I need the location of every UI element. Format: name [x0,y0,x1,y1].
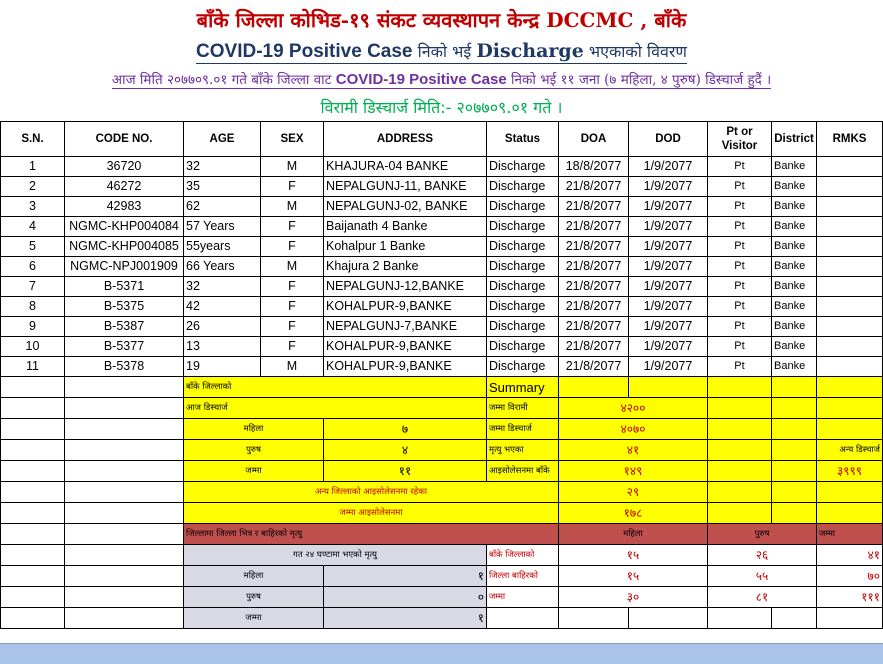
cell-rmks [817,357,883,377]
cell-pt: Pt [708,157,772,177]
column-header: DOD [629,122,708,157]
cell-status: Discharge [487,197,559,217]
cell-dod: 1/9/2077 [629,157,708,177]
cell-sn: 6 [1,257,65,277]
total-patients-label: जम्मा विरामी [487,398,559,419]
cell-pt: Pt [708,277,772,297]
cell-age: 13 [184,337,261,357]
deaths-outside-total: ७० [817,566,883,587]
deaths-male-label: पुरुष [184,587,324,608]
cell-sn: 7 [1,277,65,297]
other-value: ३९९९ [817,461,883,482]
cell-district: Banke [772,177,817,197]
table-row [1,157,883,177]
cell-pt: Pt [708,217,772,237]
report-summary-line [0,68,883,92]
deaths-total-value: १ [324,608,487,629]
empty-cell [65,545,184,566]
other-district-iso-label: अन्य जिल्लाको आइसोलेसनमा रहेका [184,482,559,503]
empty-cell [817,503,883,524]
table-row [1,197,883,217]
cell-address: NEPALGUNJ-12,BANKE [324,277,487,297]
cell-district: Banke [772,337,817,357]
cell-pt: Pt [708,297,772,317]
cell-sex: M [261,357,324,377]
column-header: Status [487,122,559,157]
total-label: जम्मा [184,461,324,482]
cell-address: Khajura 2 Banke [324,257,487,277]
deaths-total-header: जम्मा [817,524,883,545]
cell-address: NEPALGUNJ-7,BANKE [324,317,487,337]
deaths-row [1,545,883,566]
empty-cell [772,482,817,503]
summary-row [1,482,883,503]
cell-code: 36720 [65,157,184,177]
deaths-row [1,608,883,629]
empty-cell [772,398,817,419]
deaths-grand-male: ८१ [708,587,817,608]
summary-row [1,377,883,398]
empty-cell [772,419,817,440]
cell-sex: F [261,317,324,337]
deaths-header-row [1,524,883,545]
cell-address: Baijanath 4 Banke [324,217,487,237]
cell-age: 19 [184,357,261,377]
empty-cell [65,503,184,524]
cell-dod: 1/9/2077 [629,297,708,317]
empty-cell [65,608,184,629]
cell-district: Banke [772,297,817,317]
column-header: DOA [559,122,629,157]
cell-rmks [817,177,883,197]
cell-dod: 1/9/2077 [629,277,708,297]
cell-doa: 21/8/2077 [559,197,629,217]
cell-rmks [817,237,883,257]
empty-cell [487,608,559,629]
cell-doa: 21/8/2077 [559,357,629,377]
deaths-female-value: १ [324,566,487,587]
empty-cell [1,440,65,461]
table-row [1,357,883,377]
cell-district: Banke [772,157,817,177]
cell-doa: 21/8/2077 [559,177,629,197]
cell-doa: 21/8/2077 [559,337,629,357]
empty-cell [817,608,883,629]
cell-address: KHAJURA-04 BANKE [324,157,487,177]
female-value: ७ [324,419,487,440]
table-row [1,337,883,357]
total-value: ११ [324,461,487,482]
female-label: महिला [184,419,324,440]
discharge-date-line: विरामी डिस्चार्ज मिति:- २०७७०९.०१ गते । [320,98,563,117]
empty-cell [65,482,184,503]
column-header: AGE [184,122,261,157]
banke-label: बाँके जिल्लाको [184,377,487,398]
cell-address: KOHALPUR-9,BANKE [324,337,487,357]
deaths-banke-female: १५ [559,545,708,566]
deaths-value: ४१ [559,440,708,461]
cell-district: Banke [772,237,817,257]
cell-dod: 1/9/2077 [629,217,708,237]
empty-cell [708,461,772,482]
sheet-footer-bar [0,643,883,664]
empty-cell [65,566,184,587]
cell-rmks [817,217,883,237]
empty-cell [1,377,65,398]
other-district-iso-value: २९ [559,482,708,503]
cell-status: Discharge [487,177,559,197]
subtitle-part: भएकाको विवरण [583,42,687,61]
cell-status: Discharge [487,317,559,337]
cell-sn: 3 [1,197,65,217]
cell-status: Discharge [487,337,559,357]
summary-row [1,503,883,524]
table-row [1,257,883,277]
cell-status: Discharge [487,277,559,297]
cell-doa: 21/8/2077 [559,297,629,317]
empty-cell [1,587,65,608]
cell-pt: Pt [708,317,772,337]
cell-rmks [817,317,883,337]
deaths-banke-total: ४१ [817,545,883,566]
column-header: SEX [261,122,324,157]
column-header: District [772,122,817,157]
cell-code: NGMC-KHP004085 [65,237,184,257]
male-label: पुरुष [184,440,324,461]
cell-dod: 1/9/2077 [629,357,708,377]
empty-cell [817,482,883,503]
cell-sex: M [261,157,324,177]
empty-cell [708,440,772,461]
table-row [1,277,883,297]
summary-row [1,461,883,482]
deaths-label: मृत्यु भएका [487,440,559,461]
deaths-male-header: पुरुष [708,524,817,545]
empty-cell [65,524,184,545]
cell-district: Banke [772,317,817,337]
empty-cell [559,608,629,629]
empty-cell [708,482,772,503]
cell-status: Discharge [487,157,559,177]
cell-age: 26 [184,317,261,337]
deaths-banke-label: बाँके जिल्लाको [487,545,559,566]
cell-district: Banke [772,197,817,217]
cell-pt: Pt [708,357,772,377]
deaths-grand-total: १११ [817,587,883,608]
deaths-outside-label: जिल्ला बाहिरको [487,566,559,587]
cell-sn: 9 [1,317,65,337]
subtitle-part: निको भई [412,42,477,61]
empty-cell [65,440,184,461]
empty-cell [65,398,184,419]
cell-pt: Pt [708,177,772,197]
deaths-row [1,587,883,608]
empty-cell [772,377,817,398]
total-discharge-label: जम्मा डिस्चार्ज [487,419,559,440]
cell-sex: F [261,277,324,297]
empty-cell [817,398,883,419]
cell-dod: 1/9/2077 [629,197,708,217]
cell-code: B-5378 [65,357,184,377]
empty-cell [1,524,65,545]
deaths-grand-label: जम्मा [487,587,559,608]
empty-cell [708,608,772,629]
cell-code: 42983 [65,197,184,217]
deaths-header-label: जिल्लामा जिल्ला भित्र र बाहिरको मृत्यु [184,524,559,545]
cell-doa: 21/8/2077 [559,317,629,337]
table-row [1,217,883,237]
cell-district: Banke [772,357,817,377]
cell-address: KOHALPUR-9,BANKE [324,357,487,377]
cell-code: 46272 [65,177,184,197]
empty-cell [708,398,772,419]
cell-district: Banke [772,217,817,237]
table-row [1,177,883,197]
empty-cell [817,377,883,398]
empty-cell [1,503,65,524]
total-iso-value: १७८ [559,503,708,524]
discharge-table [0,121,883,629]
cell-rmks [817,157,883,177]
cell-rmks [817,197,883,217]
empty-cell [708,377,772,398]
cell-pt: Pt [708,257,772,277]
cell-code: NGMC-NPJ001909 [65,257,184,277]
today-discharge-label: आज डिस्चार्ज [184,398,487,419]
total-patients-value: ४२०० [559,398,708,419]
empty-cell [65,419,184,440]
cell-dod: 1/9/2077 [629,237,708,257]
isolation-label: आइसोलेसनमा बाँके [487,461,559,482]
subtitle-part: COVID-19 Positive Case [196,41,413,62]
cell-rmks [817,277,883,297]
cell-age: 62 [184,197,261,217]
empty-cell [772,461,817,482]
deaths-female-label: महिला [184,566,324,587]
empty-cell [708,419,772,440]
column-header: ADDRESS [324,122,487,157]
cell-sn: 8 [1,297,65,317]
cell-sex: F [261,297,324,317]
empty-cell [772,503,817,524]
cell-sn: 10 [1,337,65,357]
total-iso-label: जम्मा आइसोलेसनमा [184,503,559,524]
cell-sn: 1 [1,157,65,177]
cell-sex: F [261,177,324,197]
other-discharge-label: अन्य डिस्चार्ज [817,440,883,461]
cell-status: Discharge [487,217,559,237]
cell-pt: Pt [708,237,772,257]
summary-row [1,398,883,419]
deaths-outside-male: ५५ [708,566,817,587]
empty-cell [1,608,65,629]
summary-text: आज मिति २०७७०९.०१ गते बाँके जिल्ला वाट [111,72,336,88]
empty-cell [772,608,817,629]
cell-dod: 1/9/2077 [629,317,708,337]
cell-code: B-5387 [65,317,184,337]
cell-code: B-5377 [65,337,184,357]
empty-cell [629,377,708,398]
cell-status: Discharge [487,237,559,257]
male-value: ४ [324,440,487,461]
cell-code: B-5371 [65,277,184,297]
empty-cell [708,503,772,524]
cell-pt: Pt [708,197,772,217]
cell-sex: F [261,217,324,237]
cell-address: NEPALGUNJ-11, BANKE [324,177,487,197]
summary-row [1,440,883,461]
empty-cell [559,377,629,398]
cell-sex: M [261,197,324,217]
table-row [1,317,883,337]
column-header: S.N. [1,122,65,157]
cell-sex: M [261,257,324,277]
deaths-female-header: महिला [559,524,708,545]
subtitle-part: Discharge [476,40,584,62]
isolation-value: १४९ [559,461,708,482]
empty-cell [65,587,184,608]
cell-age: 66 Years [184,257,261,277]
cell-pt: Pt [708,337,772,357]
cell-code: B-5375 [65,297,184,317]
cell-sn: 5 [1,237,65,257]
empty-cell [1,545,65,566]
column-header: CODE NO. [65,122,184,157]
cell-age: 57 Years [184,217,261,237]
cell-dod: 1/9/2077 [629,257,708,277]
empty-cell [817,419,883,440]
cell-rmks [817,257,883,277]
report-subtitle [0,38,883,64]
cell-age: 42 [184,297,261,317]
cell-address: KOHALPUR-9,BANKE [324,297,487,317]
empty-cell [1,398,65,419]
empty-cell [1,566,65,587]
cell-address: Kohalpur 1 Banke [324,237,487,257]
cell-doa: 18/8/2077 [559,157,629,177]
cell-age: 35 [184,177,261,197]
cell-doa: 21/8/2077 [559,217,629,237]
cell-doa: 21/8/2077 [559,237,629,257]
empty-cell [772,440,817,461]
deaths-row [1,566,883,587]
last24-label: गत २४ घण्टामा भएको मृत्यु [184,545,487,566]
deaths-outside-female: १५ [559,566,708,587]
cell-dod: 1/9/2077 [629,177,708,197]
summary-text: निको भई ११ जना (७ महिला, ४ पुरुष) डिस्चार्ज हुदैं । [506,72,772,88]
cell-district: Banke [772,277,817,297]
table-row [1,297,883,317]
empty-cell [65,461,184,482]
table-header-row [1,122,883,157]
empty-cell [1,461,65,482]
cell-sex: F [261,337,324,357]
cell-doa: 21/8/2077 [559,257,629,277]
deaths-total-label: जम्मा [184,608,324,629]
empty-cell [65,377,184,398]
cell-age: 55years [184,237,261,257]
cell-status: Discharge [487,257,559,277]
cell-age: 32 [184,277,261,297]
cell-rmks [817,297,883,317]
column-header: Pt or Visitor [708,122,772,157]
table-row [1,237,883,257]
deaths-male-value: ० [324,587,487,608]
deaths-grand-female: ३० [559,587,708,608]
cell-rmks [817,337,883,357]
empty-cell [629,608,708,629]
cell-sex: F [261,237,324,257]
deaths-banke-male: २६ [708,545,817,566]
total-discharge-value: ४०७० [559,419,708,440]
cell-sn: 2 [1,177,65,197]
empty-cell [1,419,65,440]
empty-cell [1,482,65,503]
column-header: RMKS [817,122,883,157]
cell-age: 32 [184,157,261,177]
page-title: बाँके जिल्ला कोभिड-१९ संकट व्यवस्थापन केन्द्र DCCMC , बाँके [196,8,687,32]
cell-doa: 21/8/2077 [559,277,629,297]
cell-district: Banke [772,257,817,277]
cell-status: Discharge [487,357,559,377]
cell-sn: 11 [1,357,65,377]
cell-code: NGMC-KHP004084 [65,217,184,237]
cell-sn: 4 [1,217,65,237]
cell-address: NEPALGUNJ-02, BANKE [324,197,487,217]
cell-status: Discharge [487,297,559,317]
summary-label: Summary [487,377,559,398]
summary-text: COVID-19 Positive Case [335,71,507,88]
cell-dod: 1/9/2077 [629,337,708,357]
summary-row [1,419,883,440]
